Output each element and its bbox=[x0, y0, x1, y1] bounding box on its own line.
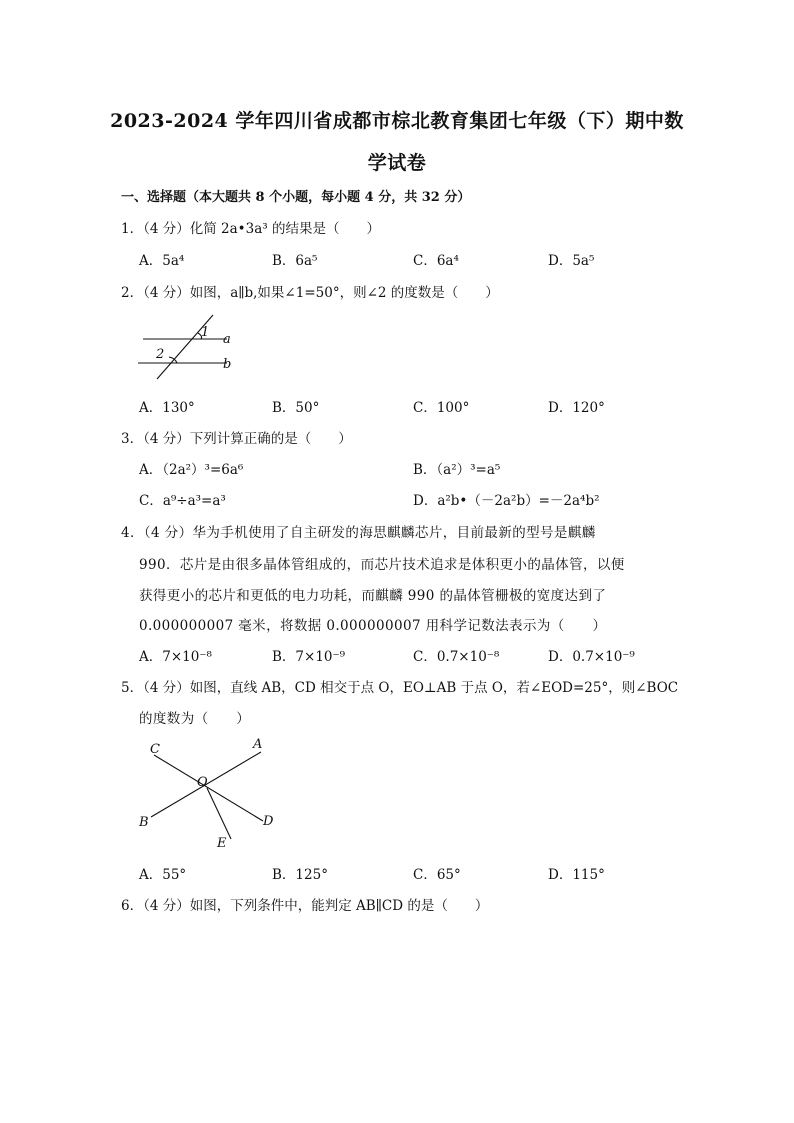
question-4-option-c: C．0.7×10⁻⁸ bbox=[413, 649, 500, 665]
question-5-option-c: C．65° bbox=[413, 867, 461, 883]
angle-1-label: 1 bbox=[201, 325, 210, 340]
line-cd bbox=[154, 755, 263, 821]
question-3-option-a: A．（2a²）³=6a⁶ bbox=[139, 462, 244, 478]
question-4-stem-line3: 获得更小的芯片和更低的电力功耗，而麒麟 990 的晶体管栅极的宽度达到了 bbox=[139, 588, 607, 604]
question-5-option-d: D．115° bbox=[548, 867, 605, 883]
line-a-label: a bbox=[223, 332, 231, 347]
question-5-stem-line2: 的度数为（ ） bbox=[139, 711, 251, 727]
question-3-option-b: B．（a²）³=a⁵ bbox=[413, 462, 501, 478]
point-o-label: O bbox=[197, 775, 208, 790]
angle-2-label: 2 bbox=[156, 347, 165, 362]
question-1-stem: 1．（4 分）化简 2a•3a³ 的结果是（ ） bbox=[121, 221, 380, 237]
question-3-option-c: C．a⁹÷a³=a³ bbox=[139, 493, 226, 509]
question-1-option-a: A．5a⁴ bbox=[139, 253, 185, 269]
point-d-label: D bbox=[263, 814, 274, 829]
question-5-option-a: A．55° bbox=[139, 867, 187, 883]
section-heading: 一、选择题（本大题共 8 个小题，每小题 4 分，共 32 分） bbox=[121, 190, 471, 205]
line-eo bbox=[207, 788, 231, 839]
question-2-option-d: D．120° bbox=[548, 400, 605, 416]
question-1-option-c: C．6a⁴ bbox=[413, 253, 459, 269]
question-2-option-b: B．50° bbox=[272, 400, 320, 416]
question-2-stem: 2．（4 分）如图，a∥b,如果∠1=50°，则∠2 的度数是（ ） bbox=[121, 285, 499, 301]
question-5-option-b: B．125° bbox=[272, 867, 328, 883]
question-4-option-d: D．0.7×10⁻⁹ bbox=[548, 649, 635, 665]
question-4-option-a: A．7×10⁻⁸ bbox=[139, 649, 212, 665]
page-title-line2: 学试卷 bbox=[367, 152, 427, 174]
question-2-option-a: A．130° bbox=[139, 400, 195, 416]
question-3-stem: 3．（4 分）下列计算正确的是（ ） bbox=[121, 431, 352, 447]
question-1-option-d: D．5a⁵ bbox=[548, 253, 595, 269]
parallel-lines-figure bbox=[135, 312, 245, 382]
line-b-label: b bbox=[223, 357, 232, 372]
question-4-stem-line4: 0.000000007 毫米，将数据 0.000000007 用科学记数法表示为（ ） bbox=[139, 618, 607, 634]
page-title-line1: 2023-2024 学年四川省成都市棕北教育集团七年级（下）期中数 bbox=[110, 110, 684, 132]
question-1-option-b: B．6a⁵ bbox=[272, 253, 318, 269]
point-a-label: A bbox=[253, 737, 263, 752]
question-4-stem-line1: 4．（4 分）华为手机使用了自主研发的海思麒麟芯片，目前最新的型号是麒麟 bbox=[121, 525, 596, 541]
point-b-label: B bbox=[139, 815, 149, 830]
question-5-stem-line1: 5．（4 分）如图，直线 AB，CD 相交于点 O，EO⊥AB 于点 O，若∠EOD=25°，则∠BOC bbox=[121, 680, 679, 696]
intersecting-lines-figure bbox=[135, 735, 285, 853]
point-e-label: E bbox=[217, 836, 227, 851]
question-4-stem-line2: 990．芯片是由很多晶体管组成的，而芯片技术追求是体积更小的晶体管，以便 bbox=[139, 557, 625, 573]
question-6-stem: 6．（4 分）如图，下列条件中，能判定 AB∥CD 的是（ ） bbox=[121, 898, 489, 914]
question-3-option-d: D．a²b•（－2a²b）=－2a⁴b² bbox=[413, 493, 600, 509]
question-4-option-b: B．7×10⁻⁹ bbox=[272, 649, 346, 665]
point-c-label: C bbox=[150, 742, 160, 757]
question-2-option-c: C．100° bbox=[413, 400, 470, 416]
